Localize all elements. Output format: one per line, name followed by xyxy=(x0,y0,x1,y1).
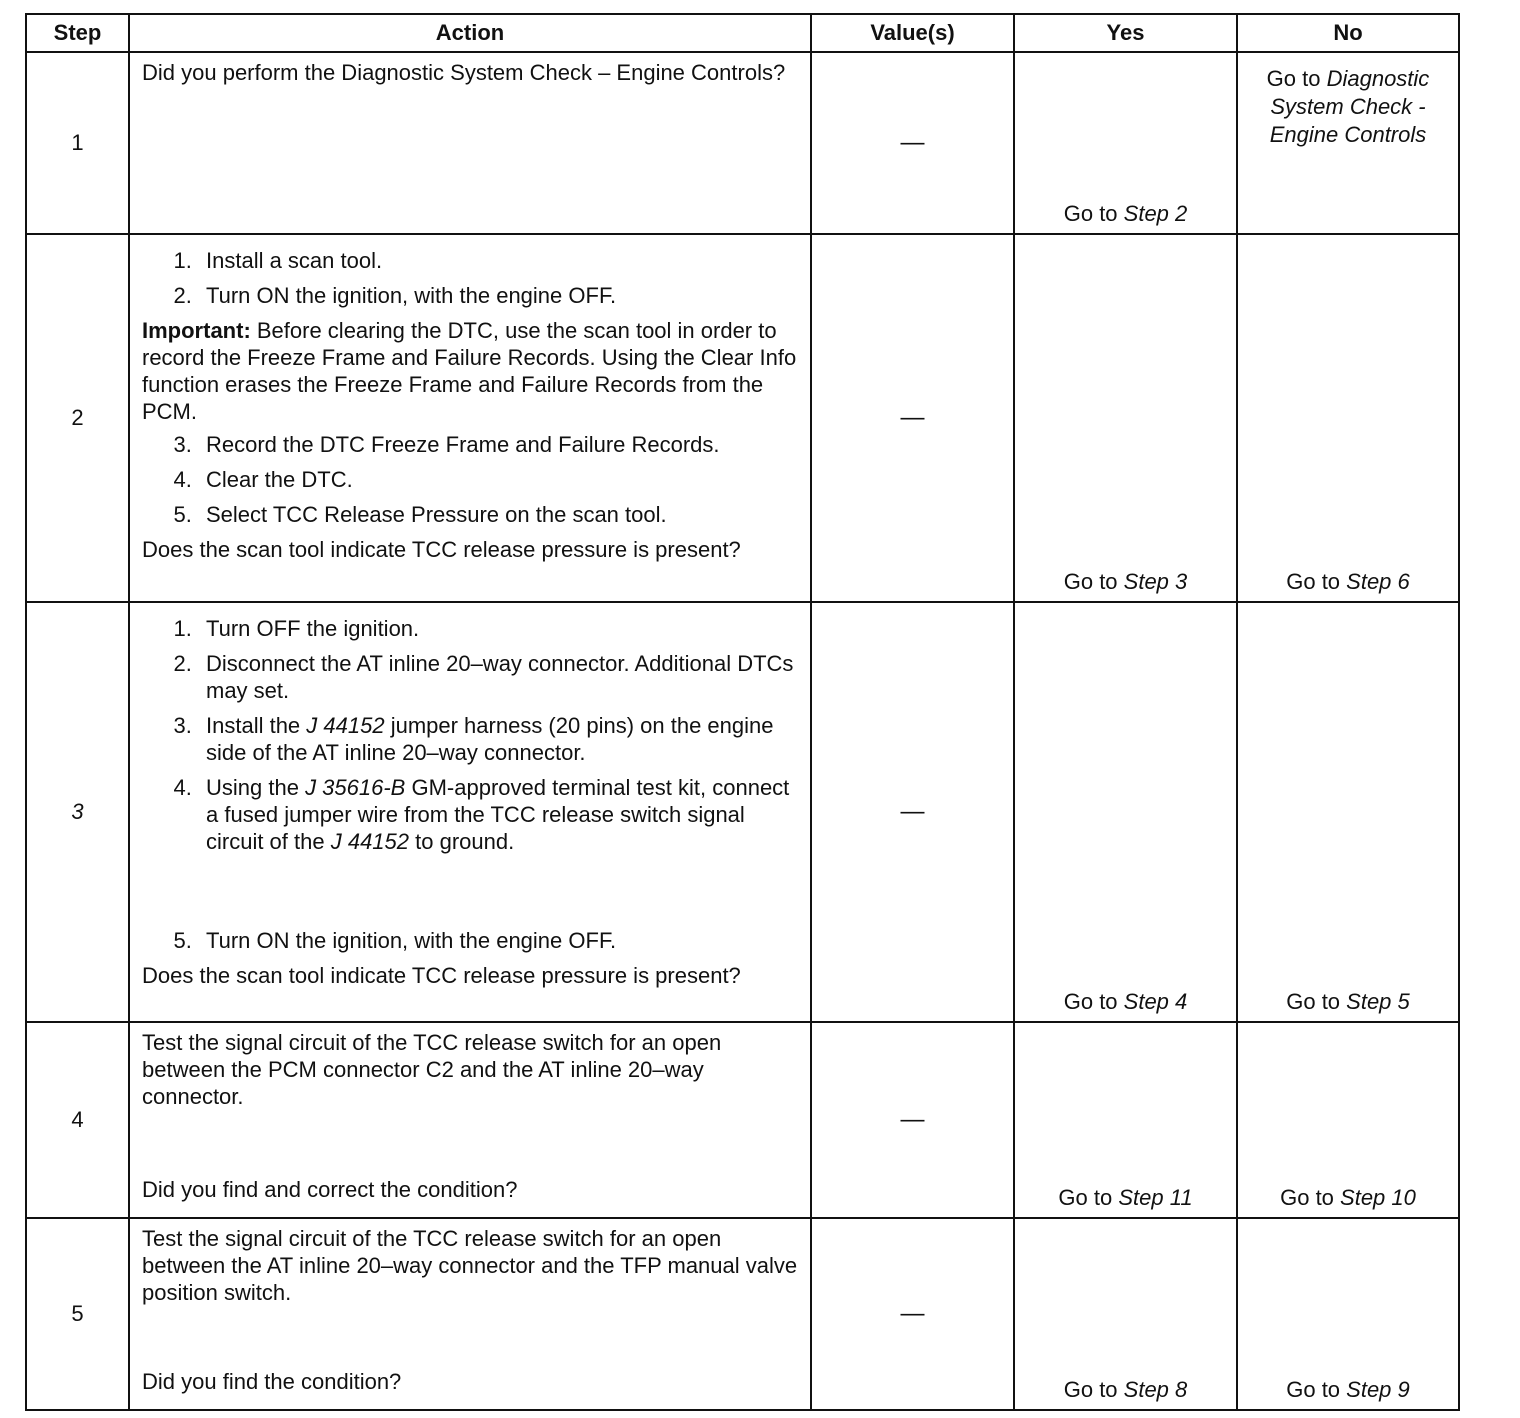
value-cell: — xyxy=(811,1022,1014,1218)
item-text: Using the xyxy=(206,775,306,800)
yes-prefix: Go to xyxy=(1063,1377,1124,1402)
yes-cell xyxy=(1014,602,1237,1022)
value-cell: — xyxy=(811,1218,1014,1410)
action-text: Test the signal circuit of the TCC release switch for an open between the PCM connector C2 and the AT inline 20–way connector. xyxy=(142,1030,722,1109)
no-cell xyxy=(1237,602,1459,1022)
list-item: 1. Install a scan tool. xyxy=(198,247,800,274)
action-cell xyxy=(129,52,811,234)
item-text: GM-approved terminal test kit, connect a fused jumper wire from the TCC release switch signal circuit of the xyxy=(206,775,790,854)
action-text: Did you perform the Diagnostic System Check – Engine Controls? xyxy=(142,60,786,85)
yes-cell xyxy=(1014,234,1237,602)
no-link[interactable]: Step 5 xyxy=(1346,989,1410,1014)
action-question: Does the scan tool indicate TCC release pressure is present? xyxy=(142,963,741,988)
header-yes: Yes xyxy=(1014,14,1237,52)
list-item xyxy=(198,712,800,766)
table-row xyxy=(26,602,1459,1022)
yes-prefix: Go to xyxy=(1063,989,1124,1014)
value-cell: — xyxy=(811,52,1014,234)
list-item xyxy=(198,774,800,855)
step-number: 2 xyxy=(26,234,129,602)
list-item: 5. Select TCC Release Pressure on the scan tool. xyxy=(198,501,800,528)
yes-cell xyxy=(1014,1022,1237,1218)
item-text: Install the xyxy=(206,713,307,738)
no-prefix: Go to xyxy=(1266,66,1327,91)
table-row xyxy=(26,1218,1459,1410)
yes-link[interactable]: Step 4 xyxy=(1123,989,1188,1014)
action-question: Does the scan tool indicate TCC release pressure is present? xyxy=(142,537,741,562)
no-link[interactable]: Step 9 xyxy=(1346,1377,1410,1402)
action-question: Did you find and correct the condition? xyxy=(142,1177,518,1202)
no-cell xyxy=(1237,1218,1459,1410)
list-item: 2. Disconnect the AT inline 20–way connector. Additional DTCs may set. xyxy=(198,650,800,704)
yes-cell xyxy=(1014,1218,1237,1410)
yes-link[interactable]: Step 11 xyxy=(1118,1185,1193,1210)
list-item: 3. Record the DTC Freeze Frame and Failure Records. xyxy=(198,431,800,458)
no-prefix: Go to xyxy=(1280,1185,1341,1210)
tool-name: J 44152 xyxy=(306,713,385,738)
action-question: Did you find the condition? xyxy=(142,1369,402,1394)
no-prefix: Go to xyxy=(1286,989,1347,1014)
important-text: Before clearing the DTC, use the scan tool in order to record the Freeze Frame and Failure Records. Using the Clear Info function erases the Freeze Frame and Failure Records from the PCM. xyxy=(142,318,797,424)
no-cell xyxy=(1237,1022,1459,1218)
step-number: 5 xyxy=(26,1218,129,1410)
no-prefix: Go to xyxy=(1286,569,1347,594)
action-cell xyxy=(129,1218,811,1410)
yes-link[interactable]: Step 2 xyxy=(1123,201,1188,226)
action-cell xyxy=(129,1022,811,1218)
action-list xyxy=(142,247,800,309)
item-text: to ground. xyxy=(409,829,515,854)
no-link[interactable]: Step 6 xyxy=(1346,569,1410,594)
diagnostic-table xyxy=(25,13,1460,1411)
no-cell xyxy=(1237,52,1459,234)
item-text: jumper harness (20 pins) on the engine side of the AT inline 20–way connector. xyxy=(206,713,774,765)
yes-prefix: Go to xyxy=(1063,569,1124,594)
yes-prefix: Go to xyxy=(1058,1185,1119,1210)
action-list xyxy=(142,927,800,954)
tool-name: J 44152 xyxy=(330,829,410,854)
yes-link[interactable]: Step 3 xyxy=(1123,569,1188,594)
list-item: 2. Turn ON the ignition, with the engine OFF. xyxy=(198,282,800,309)
step-number: 4 xyxy=(26,1022,129,1218)
header-row xyxy=(26,14,1459,52)
table-row xyxy=(26,52,1459,234)
no-link[interactable]: Diagnostic System Check - Engine Controls xyxy=(1269,66,1430,147)
table-row xyxy=(26,234,1459,602)
value-cell: — xyxy=(811,602,1014,1022)
list-item: 5. Turn ON the ignition, with the engine OFF. xyxy=(198,927,800,954)
header-no: No xyxy=(1237,14,1459,52)
tool-name: J 35616-B xyxy=(305,775,406,800)
important-label: Important: xyxy=(142,318,251,343)
no-prefix: Go to xyxy=(1286,1377,1347,1402)
action-cell xyxy=(129,234,811,602)
action-cell xyxy=(129,602,811,1022)
important-note xyxy=(142,317,800,425)
action-list xyxy=(142,615,800,855)
step-number: 3 xyxy=(26,602,129,1022)
table-row xyxy=(26,1022,1459,1218)
yes-link[interactable]: Step 8 xyxy=(1123,1377,1188,1402)
yes-prefix: Go to xyxy=(1063,201,1124,226)
step-number: 1 xyxy=(26,52,129,234)
action-text: Test the signal circuit of the TCC release switch for an open between the AT inline 20–way connector and the TFP manual valve position switch. xyxy=(142,1226,798,1305)
list-item: 4. Clear the DTC. xyxy=(198,466,800,493)
value-cell: — xyxy=(811,234,1014,602)
no-link[interactable]: Step 10 xyxy=(1340,1185,1416,1210)
header-action: Action xyxy=(129,14,811,52)
header-step: Step xyxy=(26,14,129,52)
yes-cell xyxy=(1014,52,1237,234)
list-item: 1. Turn OFF the ignition. xyxy=(198,615,800,642)
header-values: Value(s) xyxy=(811,14,1014,52)
no-cell xyxy=(1237,234,1459,602)
spacer xyxy=(142,863,800,921)
action-list xyxy=(142,431,800,528)
